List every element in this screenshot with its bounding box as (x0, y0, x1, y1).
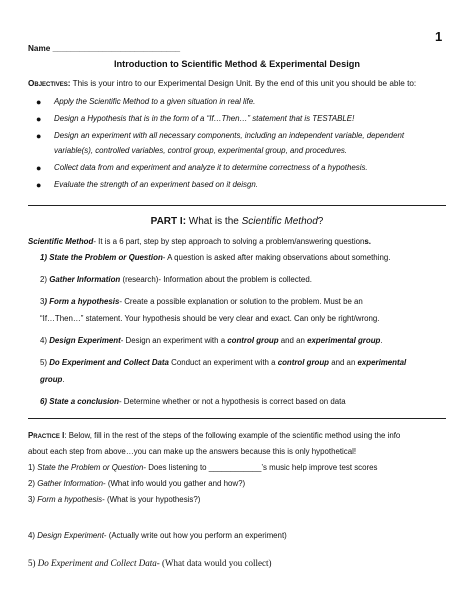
objectives-text: This is your intro to our Experimental Design Unit. By the end of this unit you should be able to: (70, 79, 417, 88)
objectives-list (28, 95, 448, 195)
name-blank: ____________________________ (52, 44, 181, 53)
part-label: PART I: (150, 216, 187, 227)
step-5-continued: group. (40, 375, 65, 384)
objectives-intro (28, 79, 416, 88)
bullet-icon: ● (36, 179, 42, 190)
step-6: 6) State a conclusion- Determine whether or not a hypothesis is correct based on data (40, 397, 346, 406)
bullet-icon: ● (36, 114, 42, 124)
bullet-icon: ● (36, 97, 42, 107)
step-5: 5) Do Experiment and Collect Data Conduct an experiment with a control group and an experimental (40, 358, 407, 367)
practice-question-3: 3) Form a hypothesis- (What is your hypothesis?) (28, 495, 201, 504)
name-row (28, 44, 180, 53)
objectives-label: Objectives: (28, 79, 71, 88)
name-label: Name (28, 44, 51, 53)
objective-item: ● Collect data from and experiment and analyze it to determine correctness of a hypothesis. (28, 161, 448, 176)
scientific-method-definition: Scientific Method- It is a 6 part, step by step approach to solving a problem/answering questions. (28, 237, 371, 246)
step-4: 4) Design Experiment- Design an experiment with a control group and an experimental group. (40, 336, 383, 345)
divider-line (28, 418, 446, 419)
step-3-continued: “If…Then…” statement. Your hypothesis should be very clear and exact. Can only be right/wrong. (40, 314, 380, 323)
page-number: 1 (435, 29, 443, 44)
practice-intro-continued: about each step from above…you can make up the answers because this is only hypothetical! (28, 447, 357, 456)
practice-question-5: 5) Do Experiment and Collect Data- (What data would you collect) (28, 558, 272, 568)
practice-question-1: 1) State the Problem or Question- Does listening to ____________’s music help improve test scores (28, 463, 378, 472)
practice-intro: Practice I: Below, fill in the rest of the steps of the following example of the scientific method using the info (28, 431, 401, 440)
practice-question-2: 2) Gather Information- (What info would you gather and how?) (28, 479, 246, 488)
step-3: 3) Form a hypothesis- Create a possible explanation or solution to the problem. Must be an (40, 297, 363, 306)
bullet-icon: ● (36, 162, 42, 173)
divider-line (28, 205, 446, 206)
objective-item: ● Design a Hypothesis that is in the form of a “If…Then…” statement that is TESTABLE! (28, 112, 448, 127)
objective-item: ● Evaluate the strength of an experiment based on it deisgn. (28, 178, 448, 193)
objective-item: ● Apply the Scientific Method to a given situation in real life. (28, 95, 448, 110)
step-1: 1) State the Problem or Question- A question is asked after making observations about something. (40, 253, 391, 262)
objective-item-continued: variable(s), controlled variables, control group, experimental group, and procedures. (54, 145, 347, 155)
step-2: 2) Gather Information (research)- Information about the problem is collected. (40, 275, 312, 284)
objective-item: ● Design an experiment with all necessary components, including an independent variable, dependent (28, 129, 448, 144)
part-heading: PART I: What is the Scientific Method? (150, 216, 324, 227)
bullet-icon: ● (36, 131, 42, 141)
page-title: Introduction to Scientific Method & Experimental Design (113, 59, 361, 69)
practice-question-4: 4) Design Experiment- (Actually write out how you perform an experiment) (28, 531, 287, 540)
